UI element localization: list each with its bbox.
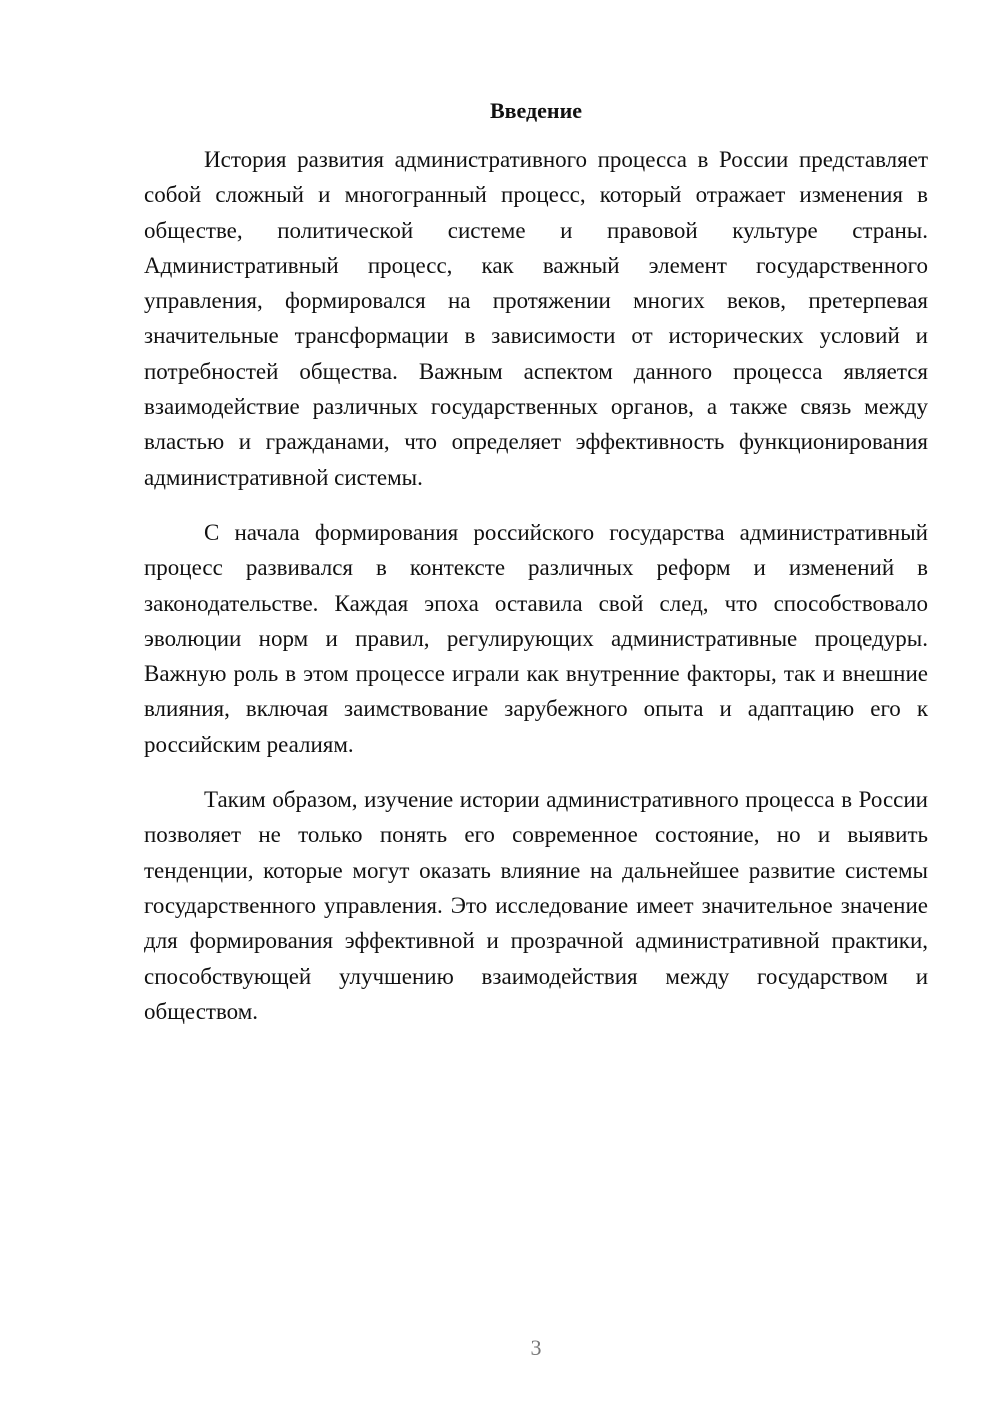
paragraph-3: Таким образом, изучение истории административного процесса в России позволяет не только понять его современное состояние, но и выявить тенденции, которые могут оказать влияние на дальнейшее развитие системы государственного управления. Это исследование имеет значительное значение для формирования эффективной и прозрачной административной практики, способствующей улучшению взаимодействия между государством и обществом. <box>144 787 928 1024</box>
paragraph-2: С начала формирования российского государства административный процесс развивался в контексте различных реформ и изменений в законодательстве. Каждая эпоха оставила свой след, что способствовало эволюции норм и правил, регулирующих административные процедуры. Важную роль в этом процессе играли как внутренние факторы, так и внешние влияния, включая заимствование зарубежного опыта и адаптацию его к российским реалиям. <box>144 519 928 757</box>
page-number: 3 <box>530 1335 542 1360</box>
document-body <box>144 142 928 1049</box>
section-title: Введение <box>489 98 583 123</box>
paragraph-1: История развития административного процесса в России представляет собой сложный и многогранный процесс, который отражает изменения в обществе, политической системе и правовой культуре страны. Административный процесс, как важный элемент государственного управления, формировался на протяжении многих веков, претерпевая значительные трансформации в зависимости от исторических условий и потребностей общества. Важным аспектом данного процесса является взаимодействие различных государственных органов, а также связь между властью и гражданами, что определяет эффективность функционирования административной системы. <box>144 147 928 490</box>
